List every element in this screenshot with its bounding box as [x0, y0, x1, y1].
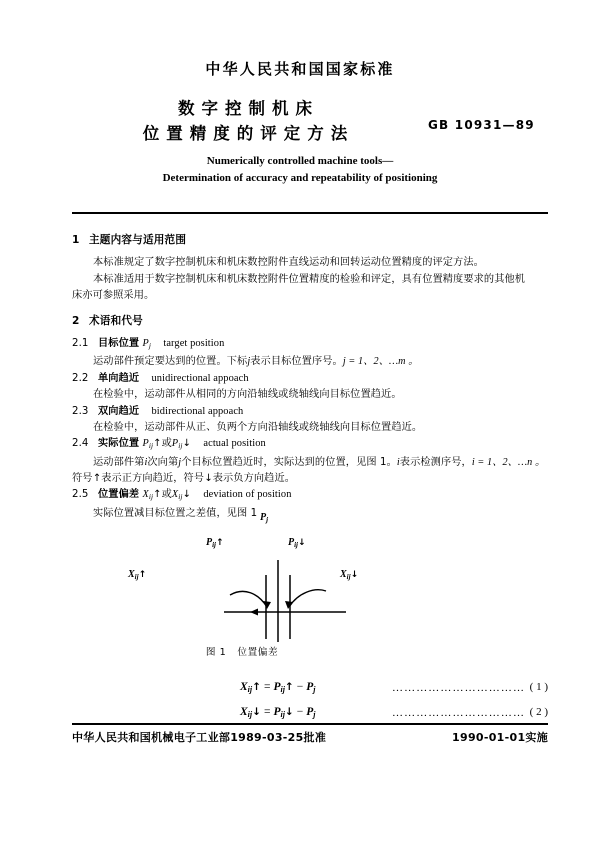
- term-2-3-definition: 在检验中，运动部件从正、负两个方向沿轴线或绕轴线向目标位置趋近。: [93, 421, 423, 433]
- figure-1-number: 图 1: [205, 647, 227, 658]
- equation-1-row: [72, 681, 548, 701]
- term-2-3-label: 双向趋近: [98, 405, 140, 417]
- term-2-3-english: bidirectional appoach: [151, 405, 244, 417]
- standard-number-badge: GB 10931—89: [428, 118, 535, 132]
- up-arrow-icon: ↑: [153, 489, 162, 501]
- footer-effective-date: 1990-01-01实施: [452, 731, 548, 744]
- term-2-5-label: 位置偏差: [98, 489, 140, 501]
- down-arrow-icon: ↓: [350, 570, 359, 580]
- figure-label-pij-up: Pij↑: [206, 537, 224, 549]
- english-title-line-1: Numerically controlled machine tools—: [206, 155, 394, 167]
- term-2-4-def-equation: i = 1、2、…n 。: [471, 456, 546, 468]
- section-1-paragraph-2-cont: 床亦可参照采用。: [72, 290, 155, 302]
- term-2-4-symbol-alt-subscript: ij: [178, 441, 183, 451]
- term-2-5-definition: 实际位置减目标位置之差值，见图 1: [93, 507, 258, 519]
- section-1-number: 1: [72, 234, 80, 246]
- header-divider-rule: [72, 212, 548, 214]
- term-2-4-english: actual position: [203, 438, 266, 450]
- approach-arrowhead-left: [263, 601, 271, 609]
- term-2-2-label: 单向趋近: [98, 372, 140, 384]
- document-title: [95, 96, 395, 146]
- term-2-5: [72, 487, 548, 505]
- term-2-1: [72, 336, 548, 354]
- section-1-heading: [72, 232, 548, 248]
- term-2-4-def-j: j: [178, 456, 182, 468]
- section-2-heading: [72, 313, 548, 329]
- section-2-title: 术语和代号: [89, 314, 143, 327]
- term-2-1-def-part-a: 运动部件预定要达到的位置。下标: [93, 356, 248, 368]
- standard-organization-title: 中华人民共和国国家标准: [205, 60, 395, 78]
- section-1-title: 主题内容与适用范围: [89, 234, 187, 246]
- section-2-number: 2: [72, 314, 80, 327]
- figure-1-diagram: [222, 557, 352, 647]
- equation-1-expression: Xij↑ = Pij↑ − Pj: [240, 681, 316, 694]
- up-arrow-icon: ↑: [138, 570, 147, 580]
- figure-label-xij-up: Xij↑: [128, 569, 147, 581]
- section-1-paragraph-1: 本标准规定了数字控制机床和机床数控附件直线运动和回转运动位置精度的评定方法。: [93, 257, 484, 269]
- equation-1-leader-dots: ……………………………: [392, 682, 526, 694]
- term-2-4-def-part-d: 表示检测序号，: [399, 456, 472, 468]
- term-2-1-label: 目标位置: [98, 338, 140, 350]
- term-2-5-symbol-subscript: ij: [148, 492, 154, 502]
- term-2-2: [72, 371, 548, 387]
- equation-1-number: ( 1 ): [529, 681, 548, 693]
- down-arrow-icon: ↓: [298, 538, 306, 548]
- term-2-1-def-variable: j: [247, 356, 251, 368]
- term-2-2-definition: 在检验中，运动部件从相同的方向沿轴线或绕轴线向目标位置趋近。: [93, 389, 402, 401]
- english-title: [0, 153, 600, 187]
- term-2-5-number: 2.5: [72, 489, 89, 501]
- term-2-2-english: unidirectional appoach: [151, 372, 249, 384]
- equation-2-number: ( 2 ): [529, 706, 548, 718]
- approach-arrowhead-right: [285, 601, 293, 609]
- term-2-1-symbol: P: [142, 338, 149, 350]
- term-2-3: [72, 404, 548, 420]
- figure-label-pj: Pj: [260, 512, 269, 524]
- term-2-4-def-i2: i: [396, 456, 400, 468]
- document-body: [72, 232, 548, 522]
- term-2-5-symbol: X: [142, 489, 149, 501]
- term-2-1-number: 2.1: [72, 338, 89, 350]
- term-2-4-def-part-a: 运动部件第: [93, 456, 145, 468]
- down-arrow-icon: ↓: [182, 489, 192, 501]
- term-2-4-definition: [72, 455, 548, 471]
- term-2-4-symbol-alt: P: [171, 438, 179, 450]
- term-2-1-def-part-b: 表示目标位置序号。: [250, 356, 343, 368]
- term-2-4-def-part-b: 次向第: [147, 456, 179, 468]
- term-2-5-symbol-alt-subscript: ij: [178, 492, 183, 502]
- axis-arrowhead-left: [250, 609, 258, 616]
- equation-2-expression: Xij↓ = Pij↓ − Pj: [240, 706, 316, 719]
- figure-label-xij-down: Xij↓: [340, 569, 359, 581]
- term-2-1-symbol-subscript: j: [148, 340, 151, 350]
- footer-divider-rule: [72, 723, 548, 725]
- term-2-4-definition-line-2: 符号↑表示正方向趋近，符号↓表示负方向趋近。: [72, 472, 296, 484]
- term-2-1-definition: [72, 354, 548, 370]
- title-line-2: 位置精度的评定方法: [142, 124, 355, 143]
- up-arrow-icon: ↑: [252, 681, 261, 693]
- term-2-1-english: target position: [163, 338, 225, 350]
- term-2-4-symbol-subscript: ij: [148, 441, 154, 451]
- term-2-4-number: 2.4: [72, 438, 89, 450]
- approach-curve-left: [230, 591, 267, 607]
- footer-approval-text: 中华人民共和国机械电子工业部1989-03-25批准: [72, 731, 327, 744]
- up-arrow-icon: ↑: [153, 438, 162, 450]
- term-2-5-english: deviation of position: [203, 489, 292, 501]
- term-2-2-number: 2.2: [72, 372, 89, 384]
- english-title-line-2: Determination of accuracy and repeatability of positioning: [162, 172, 438, 184]
- down-arrow-icon: ↓: [182, 438, 192, 450]
- up-arrow-icon: ↑: [216, 538, 224, 548]
- term-2-4-def-i: i: [144, 456, 148, 468]
- down-arrow-icon: ↓: [284, 706, 294, 718]
- figure-1-position-deviation: [72, 512, 548, 677]
- up-arrow-icon: ↑: [284, 681, 294, 693]
- figure-1-title: 位置偏差: [237, 647, 279, 658]
- term-2-3-number: 2.3: [72, 405, 89, 417]
- title-line-1: 数字控制机床: [178, 99, 319, 118]
- down-arrow-icon: ↓: [252, 706, 261, 718]
- term-2-4-or: 或: [161, 438, 172, 450]
- figure-label-pij-down: Pij↓: [288, 537, 306, 549]
- term-2-4-label: 实际位置: [98, 438, 140, 450]
- equation-2-leader-dots: ……………………………: [392, 707, 526, 719]
- term-2-1-def-equation: j = 1、2、…m 。: [342, 356, 419, 368]
- figure-1-caption: [72, 644, 412, 658]
- term-2-4-def-part-c: 个目标位置趋近时，实际达到的位置，见图 1。: [181, 456, 397, 468]
- section-1-paragraph-2: 本标准适用于数字控制机床和机床数控附件位置精度的检验和评定，具有位置精度要求的其他机: [93, 273, 526, 285]
- term-2-5-or: 或: [161, 489, 172, 501]
- term-2-5-symbol-alt: X: [171, 489, 179, 501]
- term-2-4: [72, 436, 548, 454]
- term-2-4-symbol: P: [142, 438, 149, 450]
- approach-curve-right: [289, 590, 326, 607]
